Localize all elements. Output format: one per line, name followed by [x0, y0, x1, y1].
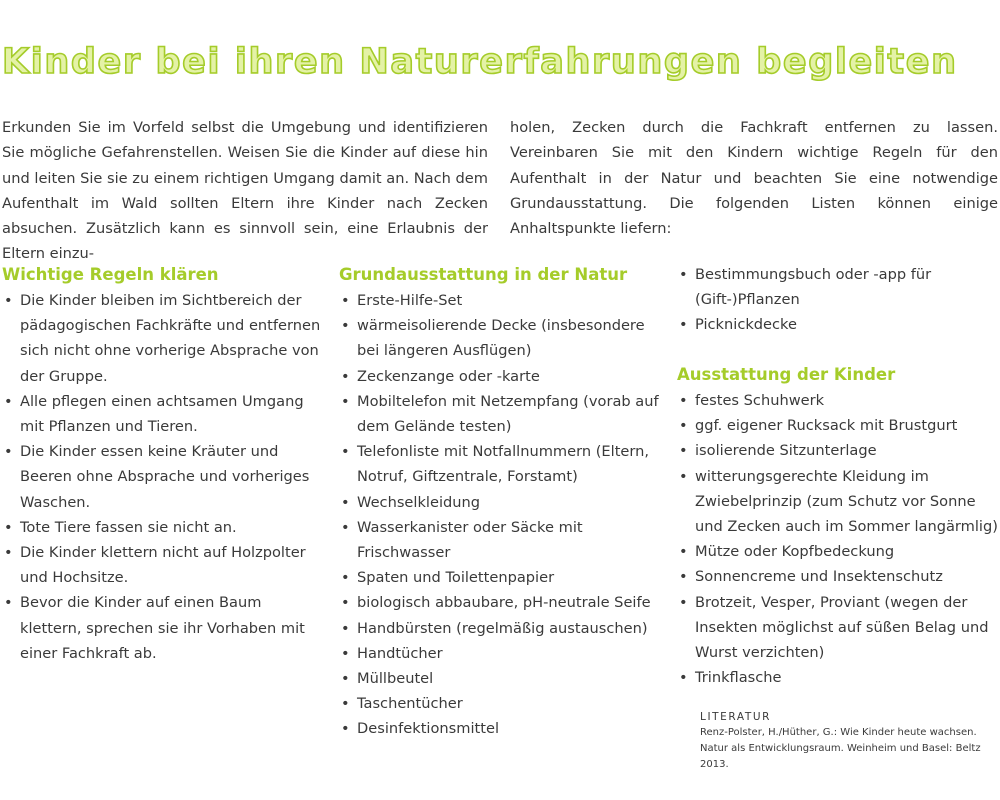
equipment-list-item: • Bestimmungsbuch oder -app für (Gift-)Pflanzen [677, 262, 999, 312]
kids-list-item: • isolierende Sitzunterlage [677, 438, 999, 463]
equipment-list-item: • Müllbeutel [339, 666, 661, 691]
kids-list-item: • witterungsgerechte Kleidung im Zwiebelprinzip (zum Schutz vor Sonne und Zecken auch im Sommer langärmlig) [677, 464, 999, 540]
rules-heading: Wichtige Regeln klären [2, 265, 219, 284]
equipment-list-item: • Taschentücher [339, 691, 661, 716]
intro-text-left: Erkunden Sie im Vorfeld selbst die Umgebung und identifizieren Sie mögliche Gefahrenstellen. Weisen Sie die Kinder auf diese hin und leiten Sie sie zu einem richtigen Umgang damit an. Nach dem Aufenthalt im Wald sollten Eltern ihre Kinder nach Zecken absuchen. Zusätzlich kann es sinnvoll sein, eine Erlaubnis der Eltern einzu- [2, 119, 488, 263]
equipment-list-item: • wärmeisolierende Decke (insbesondere bei längeren Ausflügen) [339, 313, 661, 363]
rules-list-item: • Tote Tiere fassen sie nicht an. [2, 515, 324, 540]
equipment-list-item: • Wechselkleidung [339, 490, 661, 515]
equipment-list-item: • Zeckenzange oder -karte [339, 364, 661, 389]
equipment-list-item: • biologisch abbaubare, pH-neutrale Seife [339, 590, 661, 615]
equipment-list-item: • Picknickdecke [677, 312, 999, 337]
intro-text-right: holen, Zecken durch die Fachkraft entfernen zu lassen. Vereinbaren Sie mit den Kindern wichtige Regeln für den Aufenthalt in der Natur und beachten Sie eine notwendige Grundausstattung. Die folgenden Listen können einige Anhaltspunkte liefern: [510, 119, 998, 238]
rules-list-item: • Die Kinder bleiben im Sichtbereich der pädagogischen Fachkräfte und entfernen sich nicht ohne vorherige Absprache von der Gruppe. [2, 288, 324, 389]
rules-list-item: • Die Kinder essen keine Kräuter und Beeren ohne Absprache und vorheriges Waschen. [2, 439, 324, 515]
equipment-heading: Grundausstattung in der Natur [339, 265, 628, 284]
literature-reference: Renz-Polster, H./Hüther, G.: Wie Kinder heute wachsen. Natur als Entwicklungsraum. Weinheim und Basel: Beltz 2013. [700, 727, 981, 770]
kids-heading: Ausstattung der Kinder [677, 365, 896, 384]
equipment-list-item: • Wasserkanister oder Säcke mit Frischwasser [339, 515, 661, 565]
kids-list-item: • Mütze oder Kopfbedeckung [677, 539, 999, 564]
page-title: Kinder bei ihren Naturerfahrungen begleiten [2, 42, 958, 82]
rules-list-item: • Bevor die Kinder auf einen Baum klettern, sprechen sie ihr Vorhaben mit einer Fachkraft ab. [2, 590, 324, 666]
equipment-list [339, 288, 661, 742]
equipment-list-item: • Handbürsten (regelmäßig austauschen) [339, 616, 661, 641]
equipment-list-item: • Telefonliste mit Notfallnummern (Eltern, Notruf, Giftzentrale, Forstamt) [339, 439, 661, 489]
kids-list-item: • Brotzeit, Vesper, Proviant (wegen der Insekten möglichst auf süßen Belag und Wurst verzichten) [677, 590, 999, 666]
equipment-list-item: • Mobiltelefon mit Netzempfang (vorab auf dem Gelände testen) [339, 389, 661, 439]
literature-label: LITERATUR [700, 711, 772, 723]
equipment-list-item: • Desinfektionsmittel [339, 716, 661, 741]
equipment-list-item: • Erste-Hilfe-Set [339, 288, 661, 313]
kids-list-item: • festes Schuhwerk [677, 388, 999, 413]
rules-list-item: • Die Kinder klettern nicht auf Holzpolter und Hochsitze. [2, 540, 324, 590]
kids-list-item: • ggf. eigener Rucksack mit Brustgurt [677, 413, 999, 438]
kids-list [677, 388, 999, 690]
kids-list-item: • Sonnencreme und Insektenschutz [677, 564, 999, 589]
equipment-list-item: • Handtücher [339, 641, 661, 666]
rules-list-item: • Alle pflegen einen achtsamen Umgang mit Pflanzen und Tieren. [2, 389, 324, 439]
equipment-list-continued [677, 262, 999, 338]
kids-list-item: • Trinkflasche [677, 665, 999, 690]
equipment-list-item: • Spaten und Toilettenpapier [339, 565, 661, 590]
rules-list [2, 288, 324, 666]
